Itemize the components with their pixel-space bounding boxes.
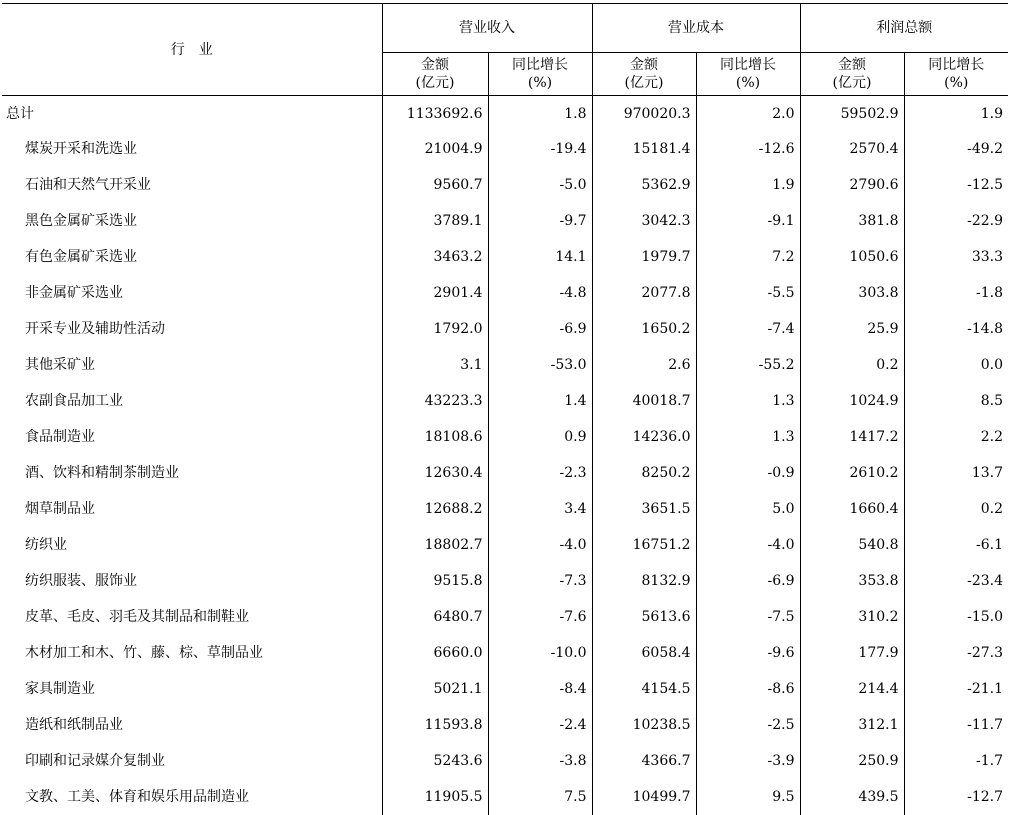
industry-name-cell: 有色金属矿采选业	[2, 239, 382, 275]
revenue-amount-cell: 11905.5	[382, 779, 488, 815]
cost-amount-cell: 2.6	[592, 347, 696, 383]
revenue-amount-cell: 9515.8	[382, 563, 488, 599]
profit-growth-cell: 2.2	[904, 419, 1008, 455]
profit-growth-cell: -23.4	[904, 563, 1008, 599]
profit-amount-cell: 1660.4	[800, 491, 904, 527]
amount-label: 金额	[801, 56, 904, 74]
header-profit-growth	[904, 53, 1008, 96]
cost-growth-cell: -3.9	[696, 743, 800, 779]
revenue-growth-cell: -3.8	[488, 743, 592, 779]
amount-unit: (亿元)	[801, 74, 904, 92]
cost-growth-cell: -55.2	[696, 347, 800, 383]
industry-name-cell: 食品制造业	[2, 419, 382, 455]
cost-growth-cell: 2.0	[696, 96, 800, 132]
cost-amount-cell: 14236.0	[592, 419, 696, 455]
cost-growth-cell: -2.5	[696, 707, 800, 743]
header-revenue-amount	[382, 53, 488, 96]
header-cost-growth	[696, 53, 800, 96]
cost-amount-cell: 4154.5	[592, 671, 696, 707]
industry-name-cell: 印刷和记录媒介复制业	[2, 743, 382, 779]
revenue-amount-cell: 1133692.6	[382, 96, 488, 132]
industry-name-cell: 纺织服装、服饰业	[2, 563, 382, 599]
revenue-amount-cell: 6660.0	[382, 635, 488, 671]
cost-amount-cell: 10499.7	[592, 779, 696, 815]
cost-amount-cell: 4366.7	[592, 743, 696, 779]
profit-amount-cell: 0.2	[800, 347, 904, 383]
industry-name-cell: 木材加工和木、竹、藤、棕、草制品业	[2, 635, 382, 671]
cost-amount-cell: 1979.7	[592, 239, 696, 275]
cost-growth-cell: -4.0	[696, 527, 800, 563]
cost-amount-cell: 5613.6	[592, 599, 696, 635]
table-row	[2, 275, 1008, 311]
profit-growth-cell: -14.8	[904, 311, 1008, 347]
cost-growth-cell: 7.2	[696, 239, 800, 275]
revenue-growth-cell: -5.0	[488, 167, 592, 203]
header-profit-amount	[800, 53, 904, 96]
industry-name-cell: 烟草制品业	[2, 491, 382, 527]
cost-amount-cell: 8132.9	[592, 563, 696, 599]
table-row	[2, 419, 1008, 455]
revenue-amount-cell: 3463.2	[382, 239, 488, 275]
revenue-amount-cell: 5243.6	[382, 743, 488, 779]
profit-amount-cell: 177.9	[800, 635, 904, 671]
revenue-amount-cell: 2901.4	[382, 275, 488, 311]
amount-unit: (亿元)	[593, 74, 696, 92]
revenue-amount-cell: 12688.2	[382, 491, 488, 527]
table-body	[2, 96, 1008, 815]
table-row	[2, 131, 1008, 167]
industry-name-cell: 纺织业	[2, 527, 382, 563]
growth-label: 同比增长	[697, 56, 800, 74]
revenue-growth-cell: -4.0	[488, 527, 592, 563]
table-row	[2, 743, 1008, 779]
cost-growth-cell: -7.4	[696, 311, 800, 347]
profit-growth-cell: -1.8	[904, 275, 1008, 311]
cost-growth-cell: -12.6	[696, 131, 800, 167]
table-row	[2, 311, 1008, 347]
industry-name-cell: 皮革、毛皮、羽毛及其制品和制鞋业	[2, 599, 382, 635]
amount-label: 金额	[383, 56, 488, 74]
revenue-amount-cell: 6480.7	[382, 599, 488, 635]
table-row	[2, 167, 1008, 203]
profit-amount-cell: 353.8	[800, 563, 904, 599]
industry-name-cell: 其他采矿业	[2, 347, 382, 383]
profit-growth-cell: -11.7	[904, 707, 1008, 743]
header-industry: 行 业	[2, 4, 382, 96]
revenue-amount-cell: 1792.0	[382, 311, 488, 347]
profit-growth-cell: 0.2	[904, 491, 1008, 527]
cost-growth-cell: 1.3	[696, 383, 800, 419]
revenue-amount-cell: 18108.6	[382, 419, 488, 455]
table-row	[2, 563, 1008, 599]
profit-growth-cell: -27.3	[904, 635, 1008, 671]
industry-name-cell: 开采专业及辅助性活动	[2, 311, 382, 347]
industry-name-cell: 总计	[2, 96, 382, 132]
revenue-growth-cell: -7.3	[488, 563, 592, 599]
industry-name-cell: 文教、工美、体育和娱乐用品制造业	[2, 779, 382, 815]
revenue-growth-cell: -7.6	[488, 599, 592, 635]
cost-amount-cell: 3042.3	[592, 203, 696, 239]
revenue-growth-cell: -19.4	[488, 131, 592, 167]
growth-unit: (%)	[489, 74, 592, 92]
revenue-growth-cell: -2.4	[488, 707, 592, 743]
industry-name-cell: 农副食品加工业	[2, 383, 382, 419]
cost-amount-cell: 3651.5	[592, 491, 696, 527]
profit-amount-cell: 250.9	[800, 743, 904, 779]
cost-amount-cell: 2077.8	[592, 275, 696, 311]
revenue-amount-cell: 12630.4	[382, 455, 488, 491]
profit-amount-cell: 25.9	[800, 311, 904, 347]
revenue-growth-cell: -9.7	[488, 203, 592, 239]
growth-label: 同比增长	[905, 56, 1009, 74]
cost-amount-cell: 8250.2	[592, 455, 696, 491]
profit-growth-cell: 1.9	[904, 96, 1008, 132]
profit-amount-cell: 59502.9	[800, 96, 904, 132]
profit-growth-cell: -22.9	[904, 203, 1008, 239]
cost-growth-cell: 9.5	[696, 779, 800, 815]
cost-amount-cell: 15181.4	[592, 131, 696, 167]
profit-growth-cell: -49.2	[904, 131, 1008, 167]
industry-stats-table	[2, 3, 1008, 815]
table-row	[2, 203, 1008, 239]
revenue-growth-cell: -2.3	[488, 455, 592, 491]
cost-growth-cell: -8.6	[696, 671, 800, 707]
profit-amount-cell: 303.8	[800, 275, 904, 311]
cost-amount-cell: 1650.2	[592, 311, 696, 347]
profit-growth-cell: -15.0	[904, 599, 1008, 635]
revenue-amount-cell: 3789.1	[382, 203, 488, 239]
table-row	[2, 599, 1008, 635]
profit-amount-cell: 540.8	[800, 527, 904, 563]
cost-growth-cell: -9.1	[696, 203, 800, 239]
revenue-amount-cell: 43223.3	[382, 383, 488, 419]
industry-name-cell: 造纸和纸制品业	[2, 707, 382, 743]
profit-growth-cell: -12.7	[904, 779, 1008, 815]
cost-amount-cell: 16751.2	[592, 527, 696, 563]
profit-amount-cell: 381.8	[800, 203, 904, 239]
table-row	[2, 491, 1008, 527]
revenue-growth-cell: -53.0	[488, 347, 592, 383]
cost-growth-cell: -0.9	[696, 455, 800, 491]
cost-growth-cell: -5.5	[696, 275, 800, 311]
growth-unit: (%)	[905, 74, 1009, 92]
profit-growth-cell: -12.5	[904, 167, 1008, 203]
revenue-growth-cell: 1.4	[488, 383, 592, 419]
industry-name-cell: 石油和天然气开采业	[2, 167, 382, 203]
industry-name-cell: 黑色金属矿采选业	[2, 203, 382, 239]
header-profit: 利润总额	[800, 4, 1008, 53]
profit-amount-cell: 2790.6	[800, 167, 904, 203]
profit-growth-cell: 0.0	[904, 347, 1008, 383]
profit-amount-cell: 1050.6	[800, 239, 904, 275]
cost-growth-cell: 1.9	[696, 167, 800, 203]
profit-growth-cell: 33.3	[904, 239, 1008, 275]
industry-name-cell: 煤炭开采和洗选业	[2, 131, 382, 167]
header-revenue: 营业收入	[382, 4, 592, 53]
table-row	[2, 347, 1008, 383]
revenue-growth-cell: -10.0	[488, 635, 592, 671]
cost-growth-cell: -6.9	[696, 563, 800, 599]
table-row	[2, 527, 1008, 563]
industry-name-cell: 酒、饮料和精制茶制造业	[2, 455, 382, 491]
profit-growth-cell: -1.7	[904, 743, 1008, 779]
growth-unit: (%)	[697, 74, 800, 92]
cost-amount-cell: 40018.7	[592, 383, 696, 419]
revenue-amount-cell: 9560.7	[382, 167, 488, 203]
cost-amount-cell: 970020.3	[592, 96, 696, 132]
revenue-amount-cell: 21004.9	[382, 131, 488, 167]
revenue-growth-cell: 1.8	[488, 96, 592, 132]
revenue-growth-cell: 0.9	[488, 419, 592, 455]
cost-growth-cell: 1.3	[696, 419, 800, 455]
industry-name-cell: 家具制造业	[2, 671, 382, 707]
profit-amount-cell: 312.1	[800, 707, 904, 743]
amount-label: 金额	[593, 56, 696, 74]
revenue-amount-cell: 18802.7	[382, 527, 488, 563]
header-revenue-growth	[488, 53, 592, 96]
table-row	[2, 239, 1008, 275]
header-cost-amount	[592, 53, 696, 96]
revenue-growth-cell: -6.9	[488, 311, 592, 347]
revenue-growth-cell: -8.4	[488, 671, 592, 707]
profit-growth-cell: 13.7	[904, 455, 1008, 491]
profit-amount-cell: 2610.2	[800, 455, 904, 491]
table-row	[2, 383, 1008, 419]
growth-label: 同比增长	[489, 56, 592, 74]
table-row	[2, 707, 1008, 743]
revenue-growth-cell: -4.8	[488, 275, 592, 311]
cost-amount-cell: 5362.9	[592, 167, 696, 203]
table-row	[2, 455, 1008, 491]
cost-amount-cell: 6058.4	[592, 635, 696, 671]
revenue-amount-cell: 3.1	[382, 347, 488, 383]
profit-growth-cell: 8.5	[904, 383, 1008, 419]
profit-growth-cell: -6.1	[904, 527, 1008, 563]
revenue-growth-cell: 14.1	[488, 239, 592, 275]
table-row	[2, 635, 1008, 671]
revenue-amount-cell: 11593.8	[382, 707, 488, 743]
table-row	[2, 96, 1008, 132]
cost-growth-cell: -9.6	[696, 635, 800, 671]
profit-amount-cell: 310.2	[800, 599, 904, 635]
profit-amount-cell: 1417.2	[800, 419, 904, 455]
profit-amount-cell: 1024.9	[800, 383, 904, 419]
header-cost: 营业成本	[592, 4, 800, 53]
profit-amount-cell: 439.5	[800, 779, 904, 815]
table-row	[2, 671, 1008, 707]
revenue-growth-cell: 7.5	[488, 779, 592, 815]
profit-amount-cell: 214.4	[800, 671, 904, 707]
profit-amount-cell: 2570.4	[800, 131, 904, 167]
cost-growth-cell: 5.0	[696, 491, 800, 527]
cost-growth-cell: -7.5	[696, 599, 800, 635]
revenue-amount-cell: 5021.1	[382, 671, 488, 707]
cost-amount-cell: 10238.5	[592, 707, 696, 743]
profit-growth-cell: -21.1	[904, 671, 1008, 707]
revenue-growth-cell: 3.4	[488, 491, 592, 527]
industry-name-cell: 非金属矿采选业	[2, 275, 382, 311]
amount-unit: (亿元)	[383, 74, 488, 92]
